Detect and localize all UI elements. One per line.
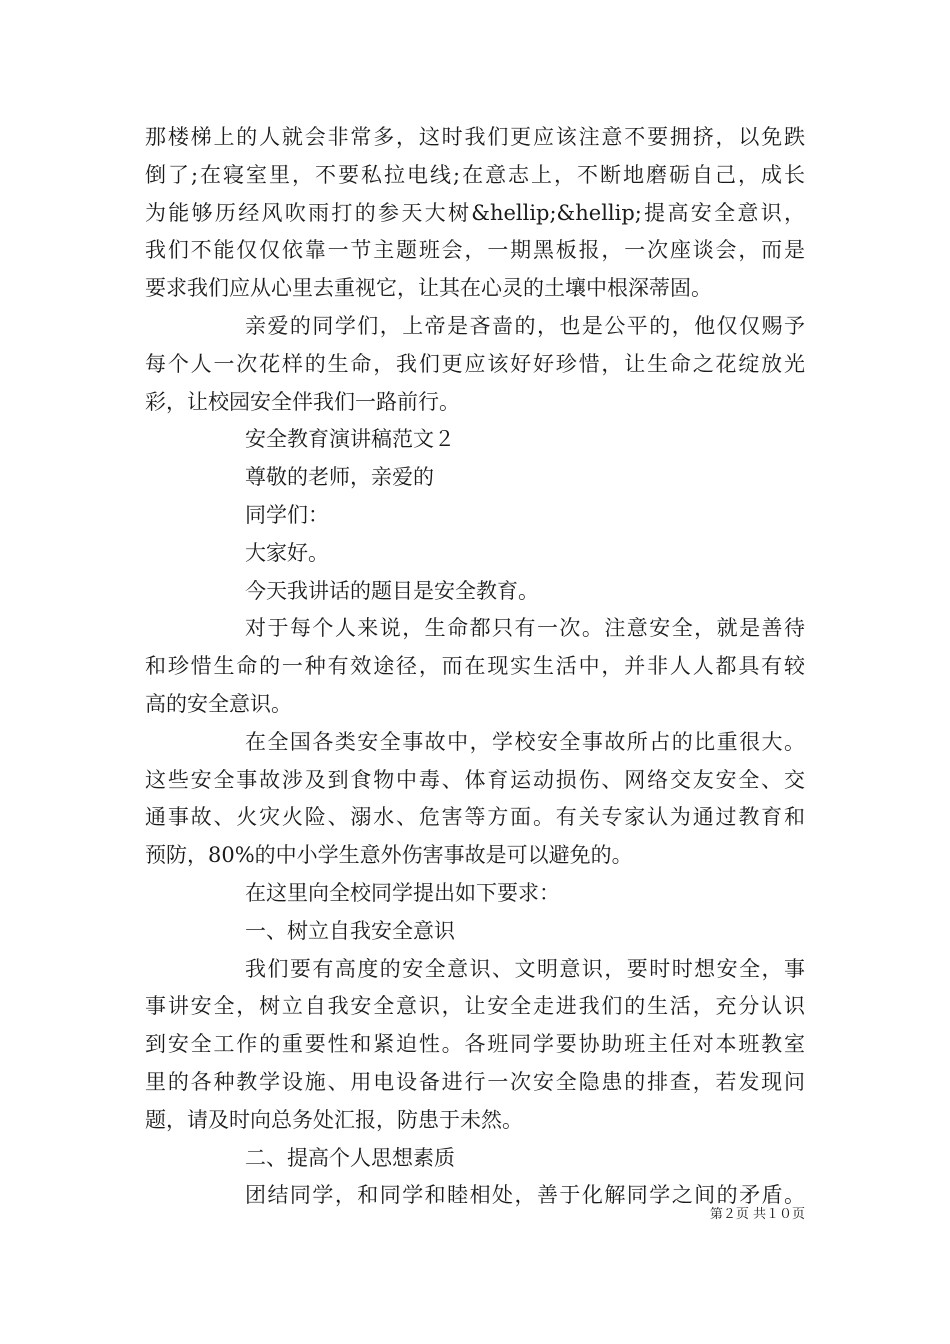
text-line: 那楼梯上的人就会非常多，这时我们更应该注意不要拥挤，以免跌 [145, 125, 805, 149]
text-line: 高的安全意识。 [145, 691, 292, 716]
text-line: 到安全工作的重要性和紧迫性。各班同学要协助班主任对本班教室 [145, 1032, 805, 1057]
text-line: 安全教育演讲稿范文２ [245, 427, 455, 452]
text-line: 在全国各类安全事故中，学校安全事故所占的比重很大。 [245, 729, 805, 754]
document-body [145, 119, 805, 1215]
text-line: 这些安全事故涉及到食物中毒、体育运动损伤、网络交友安全、交 [145, 767, 805, 792]
text-line: 亲爱的同学们，上帝是吝啬的，也是公平的，他仅仅赐予 [245, 313, 805, 338]
text-line: 尊敬的老师，亲爱的 [245, 465, 434, 490]
text-line: 在这里向全校同学提出如下要求： [245, 880, 560, 905]
text-line: 大家好。 [245, 540, 329, 565]
text-line: 为能够历经风吹雨打的参天大树&hellip;&hellip;提高安全意识， [145, 200, 805, 225]
text-line: 彩，让校园安全伴我们一路前行。 [145, 389, 460, 414]
text-line: 我们要有高度的安全意识、文明意识，要时时想安全，事 [245, 956, 805, 981]
text-line: 预防，80%的中小学生意外伤害事故是可以避免的。 [145, 843, 633, 868]
text-line: 每个人一次花样的生命，我们更应该好好珍惜，让生命之花绽放光 [145, 351, 805, 376]
text-line: 同学们： [245, 502, 329, 527]
text-line: 团结同学，和同学和睦相处，善于化解同学之间的矛盾。 [245, 1183, 805, 1208]
text-line: 要求我们应从心里去重视它，让其在心灵的土壤中根深蒂固。 [145, 276, 712, 301]
text-line: 里的各种教学设施、用电设备进行一次安全隐患的排查，若发现问 [145, 1069, 805, 1094]
text-line: 倒了;在寝室里，不要私拉电线;在意志上，不断地磨砺自己，成长 [145, 162, 805, 187]
text-line: 二、提高个人思想素质 [245, 1145, 455, 1170]
page-number-footer: 第２页 共１０页 [709, 1207, 805, 1222]
text-line: 和珍惜生命的一种有效途径，而在现实生活中，并非人人都具有较 [145, 654, 805, 679]
text-line: 事讲安全，树立自我安全意识，让安全走进我们的生活，充分认识 [145, 994, 805, 1019]
text-line: 通事故、火灾火险、溺水、危害等方面。有关专家认为通过教育和 [145, 805, 805, 830]
text-line: 我们不能仅仅依靠一节主题班会，一期黑板报，一次座谈会，而是 [145, 238, 805, 263]
text-line: 对于每个人来说，生命都只有一次。注意安全，就是善待 [245, 616, 805, 641]
text-line: 一、树立自我安全意识 [245, 918, 455, 943]
text-line: 题，请及时向总务处汇报，防患于未然。 [145, 1107, 523, 1132]
text-line: 今天我讲话的题目是安全教育。 [245, 578, 539, 603]
